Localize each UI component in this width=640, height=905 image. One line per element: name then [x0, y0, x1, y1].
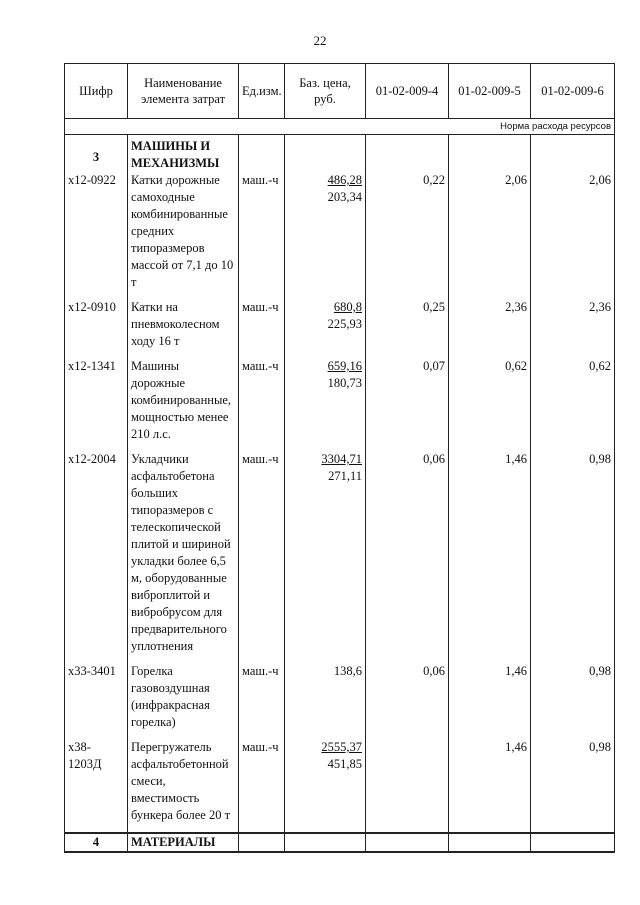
- empty-cell: [239, 833, 285, 852]
- row-value-3: 0,98: [531, 663, 615, 739]
- empty-cell: [531, 833, 615, 852]
- empty-cell: [239, 135, 285, 173]
- price-total: 659,16: [327, 359, 362, 373]
- header-code: Шифр: [65, 64, 128, 119]
- header-col2: 01-02-009-5: [449, 64, 531, 119]
- price-total: 2555,37: [321, 740, 362, 754]
- row-value-3: 2,06: [531, 172, 615, 299]
- row-unit: маш.-ч: [239, 299, 285, 358]
- row-code: х38-1203Д: [65, 739, 128, 833]
- row-name: Машины дорожные комбинированные, мощностью менее 210 л.с.: [128, 358, 239, 451]
- section-number: 4: [65, 833, 128, 852]
- price-wage: 271,11: [328, 469, 362, 483]
- price-total: 680,8: [333, 300, 362, 314]
- price-wage: 225,93: [327, 317, 362, 331]
- row-price: [285, 663, 366, 739]
- price-wage: 180,73: [327, 376, 362, 390]
- page-number: 22: [313, 33, 327, 48]
- empty-cell: [449, 135, 531, 173]
- header-col1: 01-02-009-4: [366, 64, 449, 119]
- norm-label: Норма расхода ресурсов: [65, 119, 615, 135]
- price-total: 486,28: [327, 173, 362, 187]
- row-name: Горелка газовоздушная (инфракрасная горелка): [128, 663, 239, 739]
- row-value-2: 1,46: [449, 451, 531, 663]
- row-price: [285, 358, 366, 451]
- row-value-1: [366, 739, 449, 833]
- row-price: [285, 299, 366, 358]
- row-value-1: 0,07: [366, 358, 449, 451]
- row-value-3: 0,62: [531, 358, 615, 451]
- price-total: 3304,71: [321, 452, 362, 466]
- row-code: х12-2004: [65, 451, 128, 663]
- row-value-3: 0,98: [531, 739, 615, 833]
- price-total: 138,6: [333, 664, 362, 678]
- table-row: [65, 358, 615, 451]
- section-row-materials: [65, 833, 615, 852]
- table-row: [65, 663, 615, 739]
- resource-table: [64, 63, 615, 853]
- header-col3: 01-02-009-6: [531, 64, 615, 119]
- row-name: Перегружатель асфальтобетонной смеси, вместимость бункера более 20 т: [128, 739, 239, 833]
- header-unit: Ед.изм.: [239, 64, 285, 119]
- row-value-2: 1,46: [449, 739, 531, 833]
- row-name: Укладчики асфальтобетона больших типоразмеров с телескопической плитой и шириной укладки более 6,5 м, оборудованные виброплитой и вибробрусом для предварительного уплотнения: [128, 451, 239, 663]
- header-price: Баз. цена, руб.: [285, 64, 366, 119]
- empty-cell: [285, 833, 366, 852]
- section-row: [65, 135, 615, 173]
- row-name: Катки на пневмоколесном ходу 16 т: [128, 299, 239, 358]
- section-title: МАШИНЫ И МЕХАНИЗМЫ: [128, 135, 239, 173]
- table-row: [65, 172, 615, 299]
- row-value-1: 0,06: [366, 663, 449, 739]
- row-value-1: 0,25: [366, 299, 449, 358]
- row-unit: маш.-ч: [239, 358, 285, 451]
- row-price: [285, 739, 366, 833]
- row-unit: маш.-ч: [239, 172, 285, 299]
- empty-cell: [366, 833, 449, 852]
- row-name: Катки дорожные самоходные комбинированные средних типоразмеров массой от 7,1 до 10 т: [128, 172, 239, 299]
- section-title: МАТЕРИАЛЫ: [128, 833, 239, 852]
- empty-cell: [285, 135, 366, 173]
- row-value-1: 0,06: [366, 451, 449, 663]
- section-number: 3: [65, 135, 128, 173]
- row-code: х12-0910: [65, 299, 128, 358]
- row-value-2: 2,36: [449, 299, 531, 358]
- row-price: [285, 172, 366, 299]
- price-wage: 203,34: [327, 190, 362, 204]
- row-price: [285, 451, 366, 663]
- empty-cell: [531, 135, 615, 173]
- row-value-2: 1,46: [449, 663, 531, 739]
- row-value-3: 0,98: [531, 451, 615, 663]
- row-value-3: 2,36: [531, 299, 615, 358]
- row-code: х33-3401: [65, 663, 128, 739]
- empty-cell: [366, 135, 449, 173]
- table-row: [65, 451, 615, 663]
- empty-cell: [449, 833, 531, 852]
- row-unit: маш.-ч: [239, 451, 285, 663]
- header-row: [65, 64, 615, 119]
- header-name: Наименование элемента затрат: [128, 64, 239, 119]
- row-unit: маш.-ч: [239, 663, 285, 739]
- table-row: [65, 739, 615, 833]
- table-row: [65, 299, 615, 358]
- row-code: х12-1341: [65, 358, 128, 451]
- row-value-2: 0,62: [449, 358, 531, 451]
- row-code: х12-0922: [65, 172, 128, 299]
- row-unit: маш.-ч: [239, 739, 285, 833]
- price-wage: 451,85: [327, 757, 362, 771]
- row-value-1: 0,22: [366, 172, 449, 299]
- norm-row: [65, 119, 615, 135]
- row-value-2: 2,06: [449, 172, 531, 299]
